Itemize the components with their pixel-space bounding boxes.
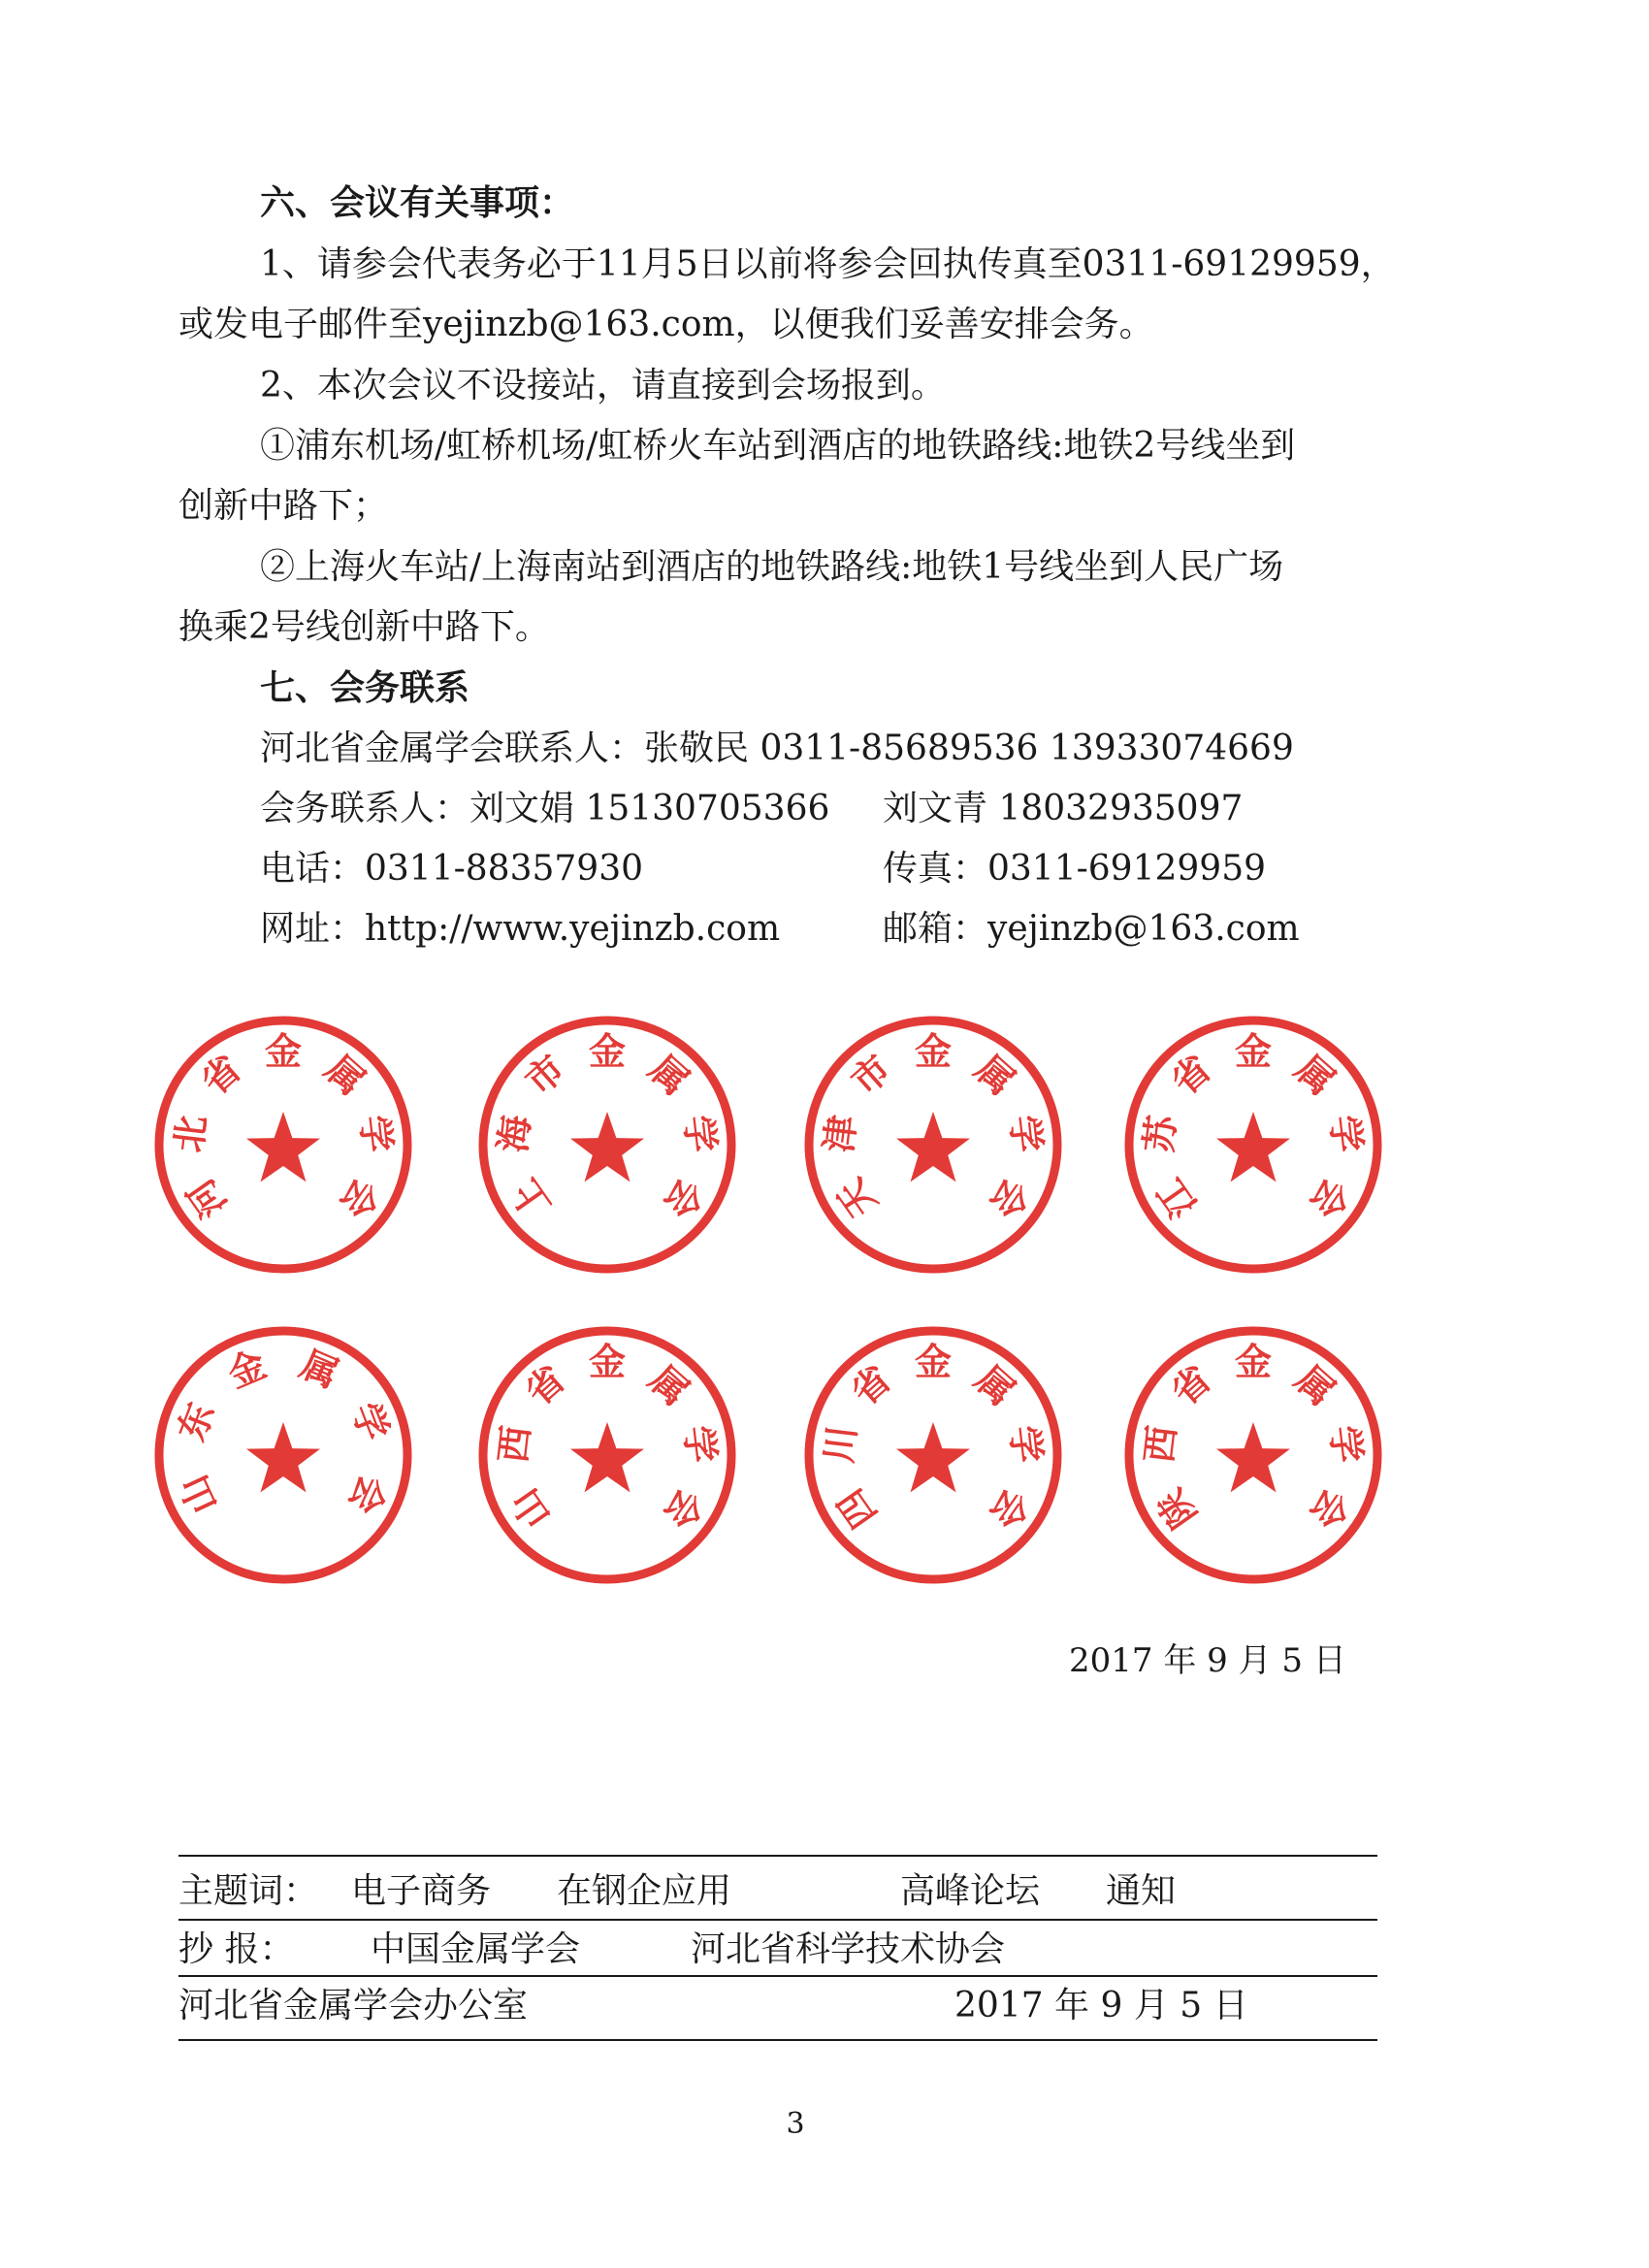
svg-text:属: 属 — [640, 1047, 697, 1104]
contact-person-line: 河北省金属学会联系人：张敬民 0311-85689536 13933074669 — [260, 729, 1294, 768]
svg-text:会: 会 — [655, 1170, 712, 1226]
svg-text:苏: 苏 — [1137, 1113, 1184, 1155]
svg-text:金: 金 — [1234, 1030, 1273, 1073]
svg-text:属: 属 — [640, 1357, 697, 1414]
item1-line2: 或发电子邮件至yejinzb@163.com，以便我们妥善安排会务。 — [178, 305, 1154, 344]
website-line: 网址：http://www.yejinzb.com — [260, 909, 781, 949]
svg-text:省: 省 — [1163, 1047, 1220, 1104]
svg-text:会: 会 — [340, 1469, 395, 1521]
svg-text:属: 属 — [294, 1342, 345, 1397]
seal-stamp — [147, 1319, 419, 1591]
svg-text:属: 属 — [966, 1357, 1023, 1414]
phone-line: 电话：0311-88357930 — [260, 849, 644, 889]
svg-text:北: 北 — [167, 1113, 214, 1155]
footer-rule-top — [178, 1855, 1377, 1857]
section6-title: 六、会议有关事项： — [260, 183, 575, 223]
cc-item: 河北省科学技术协会 — [691, 1929, 1006, 1969]
fax-line: 传真：0311-69129959 — [883, 849, 1267, 889]
route2-line2: 换乘2号线创新中路下。 — [178, 607, 550, 647]
keyword-item: 高峰论坛 — [900, 1871, 1041, 1911]
issue-date: 2017 年 9 月 5 日 — [954, 1986, 1248, 2025]
keyword-item: 通知 — [1106, 1871, 1177, 1911]
svg-text:省: 省 — [843, 1357, 900, 1414]
svg-text:学: 学 — [676, 1113, 724, 1155]
svg-text:学: 学 — [1322, 1423, 1370, 1466]
svg-text:山: 山 — [172, 1469, 226, 1521]
seal-stamp — [471, 1009, 743, 1280]
svg-text:市: 市 — [843, 1047, 900, 1104]
svg-text:金: 金 — [588, 1341, 627, 1383]
svg-text:四: 四 — [828, 1480, 886, 1537]
svg-text:学: 学 — [1002, 1113, 1050, 1155]
section7-title: 七、会务联系 — [260, 668, 470, 708]
svg-text:金: 金 — [221, 1342, 273, 1397]
footer-rule-bottom — [178, 2039, 1377, 2041]
svg-text:金: 金 — [1234, 1341, 1273, 1383]
item2: 2、本次会议不设接站，请直接到会场报到。 — [260, 366, 946, 405]
svg-text:陕: 陕 — [1148, 1480, 1206, 1537]
cc-item: 中国金属学会 — [371, 1929, 581, 1969]
svg-text:市: 市 — [517, 1047, 574, 1104]
svg-text:会: 会 — [981, 1170, 1038, 1226]
svg-text:金: 金 — [914, 1341, 953, 1383]
email-line: 邮箱：yejinzb@163.com — [883, 909, 1300, 949]
svg-text:属: 属 — [1286, 1357, 1343, 1414]
svg-text:金: 金 — [264, 1030, 303, 1073]
svg-text:西: 西 — [491, 1423, 538, 1466]
item1-line1: 1、请参会代表务必于11月5日以前将参会回执传真至0311-69129959， — [260, 244, 1396, 284]
route1-line2: 创新中路下； — [178, 486, 389, 526]
svg-text:属: 属 — [966, 1047, 1023, 1104]
svg-text:会: 会 — [981, 1480, 1038, 1537]
keywords-label: 主题词： — [178, 1871, 319, 1911]
svg-text:金: 金 — [914, 1030, 953, 1073]
svg-text:学: 学 — [1322, 1113, 1370, 1155]
svg-text:海: 海 — [491, 1113, 538, 1155]
svg-text:上: 上 — [502, 1170, 560, 1226]
svg-text:学: 学 — [676, 1423, 724, 1466]
svg-text:会: 会 — [1301, 1170, 1358, 1226]
keyword-item: 在钢企应用 — [557, 1871, 732, 1911]
svg-text:省: 省 — [517, 1357, 574, 1414]
svg-text:学: 学 — [343, 1396, 397, 1447]
svg-text:金: 金 — [588, 1030, 627, 1073]
svg-text:省: 省 — [1163, 1357, 1220, 1414]
route1-line1: ①浦东机场/虹桥机场/虹桥火车站到酒店的地铁路线:地铁2号线坐到 — [260, 426, 1296, 466]
svg-text:山: 山 — [502, 1480, 560, 1537]
seal-stamp — [797, 1319, 1069, 1591]
svg-text:西: 西 — [1137, 1423, 1184, 1466]
route2-line1: ②上海火车站/上海南站到酒店的地铁路线:地铁1号线坐到人民广场 — [260, 547, 1284, 587]
svg-text:学: 学 — [352, 1113, 400, 1155]
svg-text:河: 河 — [178, 1170, 236, 1226]
svg-text:会: 会 — [1301, 1480, 1358, 1537]
seal-stamp — [1117, 1009, 1389, 1280]
issuer: 河北省金属学会办公室 — [178, 1986, 529, 2025]
svg-text:属: 属 — [1286, 1047, 1343, 1104]
seal-stamp — [797, 1009, 1069, 1280]
svg-text:会: 会 — [655, 1480, 712, 1537]
keyword-item: 电子商务 — [351, 1871, 492, 1911]
svg-text:川: 川 — [817, 1423, 864, 1466]
seal-stamp — [1117, 1319, 1389, 1591]
footer-rule — [178, 1919, 1377, 1921]
seal-stamp — [471, 1319, 743, 1591]
svg-text:会: 会 — [331, 1170, 388, 1226]
svg-text:东: 东 — [170, 1396, 223, 1447]
page-number: 3 — [786, 2107, 805, 2141]
svg-text:属: 属 — [316, 1047, 373, 1104]
signature-date: 2017 年 9 月 5 日 — [1069, 1641, 1346, 1680]
seal-stamp — [147, 1009, 419, 1280]
affairs-contact-right: 刘文青 18032935097 — [883, 789, 1244, 828]
footer-rule — [178, 1975, 1377, 1977]
svg-text:天: 天 — [828, 1170, 886, 1226]
cc-label: 抄 报： — [178, 1929, 295, 1969]
svg-text:津: 津 — [817, 1113, 864, 1155]
svg-text:江: 江 — [1148, 1170, 1206, 1226]
svg-text:省: 省 — [193, 1047, 250, 1104]
affairs-contact-left: 会务联系人：刘文娟 15130705366 — [260, 789, 830, 828]
svg-text:学: 学 — [1002, 1423, 1050, 1466]
